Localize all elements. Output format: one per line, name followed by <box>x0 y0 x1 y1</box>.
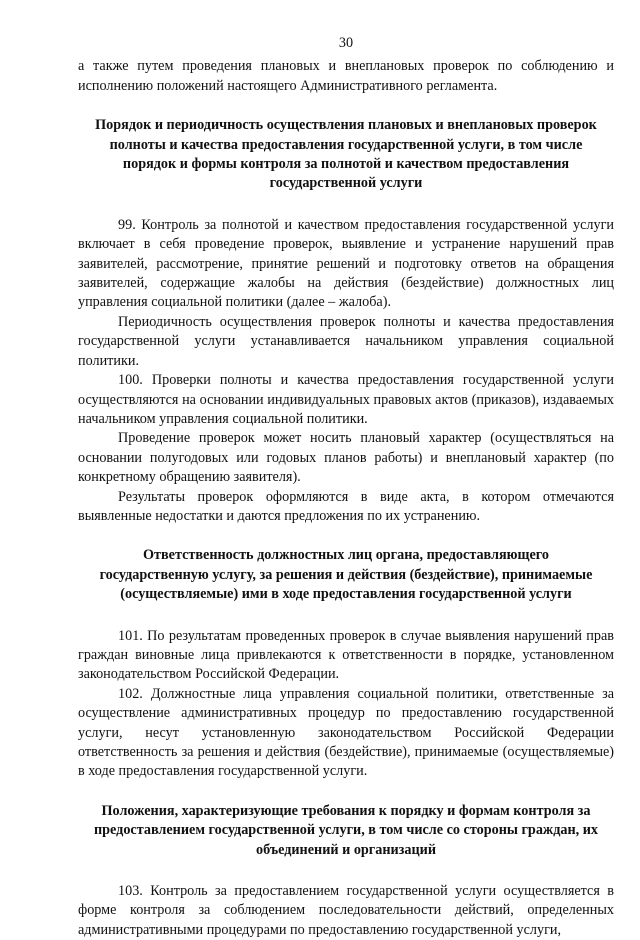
paragraph-inspection-results: Результаты проверок оформляются в виде акта, в котором отмечаются выявленные недостатки и даются предложения по их устранению. <box>78 488 614 524</box>
section-heading-responsibility: Ответственность должностных лиц органа, предоставляющего государственную услугу, за решения и действия (бездействие), принимаемые (осуществляемые) ими в ходе предоставления государственной услуги <box>99 547 593 603</box>
paragraph-inspection-type: Проведение проверок может носить плановый характер (осуществляться на основании полугодовых или годовых планов работы) и внеплановый характер (по конкретному обращению заявителя). <box>78 430 614 486</box>
section-heading-control-procedure: Порядок и периодичность осуществления плановых и внеплановых проверок полноты и качества предоставления государственной услуги, в том числе порядок и формы контроля за полнотой и качеством предоставления государственной услуги <box>95 117 597 192</box>
page-number: 30 <box>338 35 354 51</box>
paragraph-102: 102. Должностные лица управления социальной политики, ответственные за осуществление административных процедур по предоставлению государственной услуги, несут установленную законодательством Российской Федерации ответственность за решения и действия (бездействие), принимаемые (осуществляемые) в ходе предоставления государственной услуги. <box>78 685 614 780</box>
paragraph-101: 101. По результатам проведенных проверок в случае выявления нарушений прав граждан виновные лица привлекаются к ответственности в порядке, установленном законодательством Российской Федерации. <box>78 627 614 683</box>
paragraph-103: 103. Контроль за предоставлением государственной услуги осуществляется в форме контроля за соблюдением последовательности действий, определенных административными процедурами по предоставлению государственной услуги, <box>78 883 614 938</box>
paragraph-99: 99. Контроль за полнотой и качеством предоставления государственной услуги включает в себя проведение проверок, выявление и устранение нарушений прав заявителей, рассмотрение, принятие решений и подготовку ответов на обращения заявителей, содержащие жалобы на действия (бездействие) должностных лиц управления социальной политики (далее – жалоба). <box>78 216 614 311</box>
paragraph-continuation: а также путем проведения плановых и внеплановых проверок по соблюдению и исполнению положений настоящего Административного регламента. <box>78 58 614 94</box>
paragraph-periodicity: Периодичность осуществления проверок полноты и качества предоставления государственной услуги устанавливается начальником управления социальной политики. <box>78 313 614 369</box>
document-page <box>78 34 614 940</box>
section-heading-control-requirements: Положения, характеризующие требования к порядку и формам контроля за предоставлением государственной услуги, в том числе со стороны граждан, их объединений и организаций <box>93 802 599 858</box>
paragraph-100: 100. Проверки полноты и качества предоставления государственной услуги осуществляются на основании индивидуальных правовых актов (приказов), издаваемых начальником управления социальной политики. <box>78 372 614 427</box>
